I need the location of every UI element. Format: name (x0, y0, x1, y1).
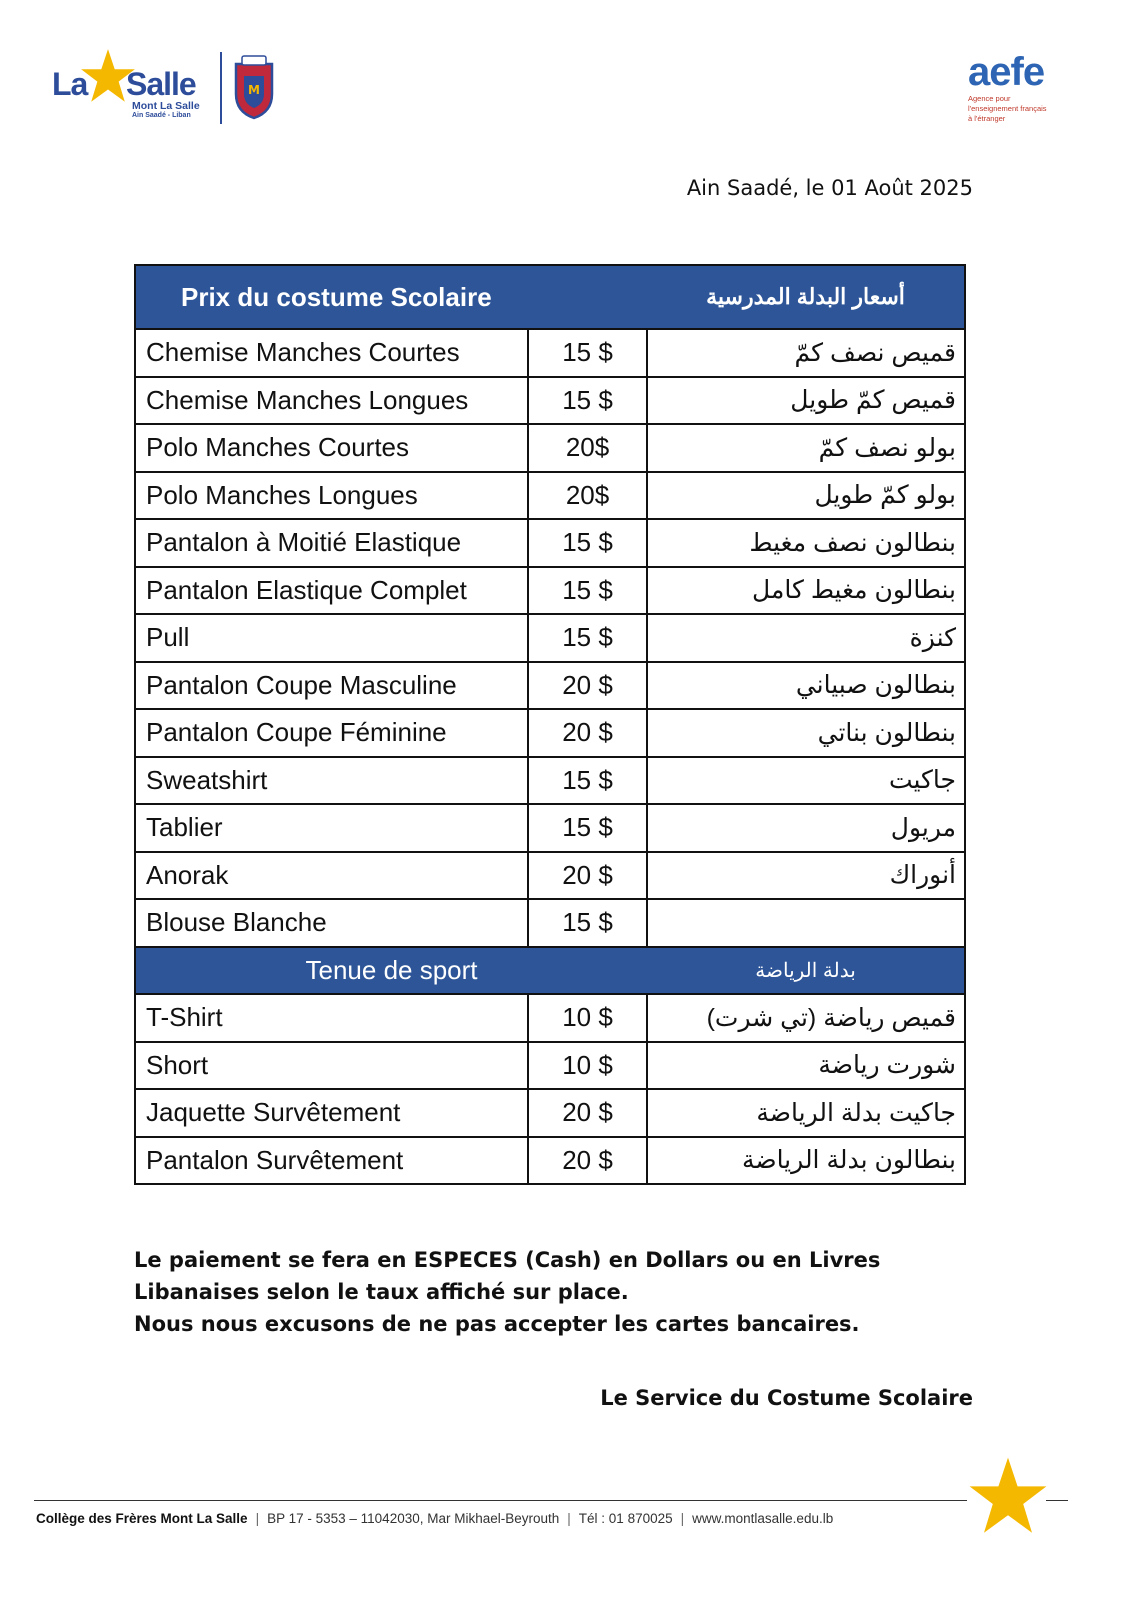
item-name-fr: Pantalon Coupe Masculine (135, 662, 528, 710)
item-name-fr: Pantalon Coupe Féminine (135, 709, 528, 757)
item-price: 15 $ (528, 899, 647, 947)
item-name-fr: Blouse Blanche (135, 899, 528, 947)
item-name-fr: Sweatshirt (135, 757, 528, 805)
lasalle-logo (52, 48, 282, 128)
sport-header-row (135, 947, 965, 995)
payment-note-line: Nous nous excusons de ne pas accepter les cartes bancaires. (134, 1312, 860, 1336)
uniform-price-table (134, 264, 966, 1185)
item-name-fr: Chemise Manches Courtes (135, 329, 528, 377)
table-row (135, 424, 965, 472)
table-row (135, 757, 965, 805)
item-price: 10 $ (528, 1042, 647, 1090)
payment-note-line: Le paiement se fera en ESPECES (Cash) en Dollars ou en Livres Libanaises selon le taux affiché sur place. (134, 1248, 881, 1304)
item-name-fr: Pantalon à Moitié Elastique (135, 519, 528, 567)
item-name-ar: شورت رياضة (647, 1042, 965, 1090)
item-name-fr: T-Shirt (135, 994, 528, 1042)
item-name-ar: جاكيت بدلة الرياضة (647, 1089, 965, 1137)
item-name-ar: بنطالون صبياني (647, 662, 965, 710)
footer-separator: | (680, 1511, 685, 1526)
table-row (135, 519, 965, 567)
svg-text:M: M (248, 83, 260, 97)
table-row (135, 472, 965, 520)
sport-title-ar: بدلة الرياضة (647, 947, 965, 995)
sport-title-fr: Tenue de sport (135, 947, 647, 995)
item-name-ar: مريول (647, 804, 965, 852)
item-name-ar: بنطالون بناتي (647, 709, 965, 757)
item-price: 15 $ (528, 757, 647, 805)
table-row (135, 1089, 965, 1137)
item-name-ar: بنطالون نصف مغيط (647, 519, 965, 567)
item-name-fr: Jaquette Survêtement (135, 1089, 528, 1137)
table-row (135, 1042, 965, 1090)
footer-divider (1046, 1500, 1068, 1501)
item-name-ar: بولو كمّ طويل (647, 472, 965, 520)
table-row (135, 567, 965, 615)
sport-section (135, 947, 965, 995)
footer-separator: | (567, 1511, 571, 1526)
footer-address: BP 17 - 5353 – 11042030, Mar Mikhael-Beyrouth (267, 1511, 560, 1526)
item-price: 20$ (528, 472, 647, 520)
footer-college-name: Collège des Frères Mont La Salle (36, 1511, 248, 1526)
item-name-fr: Short (135, 1042, 528, 1090)
item-price: 20 $ (528, 662, 647, 710)
item-price: 15 $ (528, 614, 647, 662)
item-price: 20 $ (528, 852, 647, 900)
item-name-fr: Pantalon Elastique Complet (135, 567, 528, 615)
item-name-ar: كنزة (647, 614, 965, 662)
aefe-logo-word: aefe (968, 50, 1045, 94)
table-row (135, 899, 965, 947)
aefe-tagline-line: l'enseignement français (968, 104, 1047, 113)
item-name-ar: جاكيت (647, 757, 965, 805)
table-row (135, 804, 965, 852)
payment-note (134, 1244, 994, 1340)
table-row (135, 994, 965, 1042)
footer-phone: Tél : 01 870025 (578, 1511, 673, 1526)
table-row (135, 329, 965, 377)
lasalle-logo-word-salle: Salle (126, 66, 196, 102)
item-price: 20$ (528, 424, 647, 472)
star-icon (968, 1456, 1048, 1536)
document-date: Ain Saadé, le 01 Août 2025 (686, 176, 973, 200)
table-row (135, 852, 965, 900)
item-name-ar: قميص نصف كمّ (647, 329, 965, 377)
table-header-row (135, 265, 965, 329)
footer-divider (34, 1500, 967, 1501)
signature: Le Service du Costume Scolaire (600, 1386, 973, 1410)
item-name-fr: Polo Manches Courtes (135, 424, 528, 472)
table-row (135, 614, 965, 662)
table-row (135, 1137, 965, 1185)
item-name-ar: أنوراك (647, 852, 965, 900)
item-price: 15 $ (528, 377, 647, 425)
item-name-ar: بنطالون بدلة الرياضة (647, 1137, 965, 1185)
aefe-tagline-line: à l'étranger (968, 114, 1006, 123)
aefe-tagline-line: Agence pour (968, 94, 1011, 103)
aefe-logo-tagline (968, 94, 1078, 124)
item-name-fr: Pantalon Survêtement (135, 1137, 528, 1185)
table-row (135, 377, 965, 425)
item-name-ar: بنطالون مغيط كامل (647, 567, 965, 615)
logo-divider (220, 52, 222, 124)
school-crest-icon (232, 54, 276, 120)
item-price: 15 $ (528, 567, 647, 615)
item-price: 20 $ (528, 1089, 647, 1137)
item-name-fr: Tablier (135, 804, 528, 852)
item-name-fr: Anorak (135, 852, 528, 900)
item-price: 20 $ (528, 1137, 647, 1185)
table-row (135, 662, 965, 710)
footer-website[interactable]: www.montlasalle.edu.lb (692, 1511, 834, 1526)
uniform-items (135, 329, 965, 947)
lasalle-logo-location: Ain Saadé - Liban (132, 112, 191, 119)
table-title-fr: Prix du costume Scolaire (135, 265, 647, 329)
item-name-ar: قميص كمّ طويل (647, 377, 965, 425)
sport-items (135, 994, 965, 1184)
lasalle-logo-subtitle: Mont La Salle (132, 100, 200, 112)
item-price: 15 $ (528, 329, 647, 377)
item-price: 10 $ (528, 994, 647, 1042)
item-name-fr: Polo Manches Longues (135, 472, 528, 520)
footer-info (36, 1511, 833, 1526)
item-name-ar (647, 899, 965, 947)
lasalle-logo-word-la: La (52, 66, 88, 102)
item-name-ar: قميص رياضة (تي شرت) (647, 994, 965, 1042)
footer-separator: | (255, 1511, 260, 1526)
item-price: 15 $ (528, 519, 647, 567)
item-name-fr: Chemise Manches Longues (135, 377, 528, 425)
table-row (135, 709, 965, 757)
aefe-logo (968, 52, 1078, 132)
item-name-fr: Pull (135, 614, 528, 662)
table-title-ar: أسعار البدلة المدرسية (647, 265, 965, 329)
item-price: 20 $ (528, 709, 647, 757)
item-name-ar: بولو نصف كمّ (647, 424, 965, 472)
item-price: 15 $ (528, 804, 647, 852)
